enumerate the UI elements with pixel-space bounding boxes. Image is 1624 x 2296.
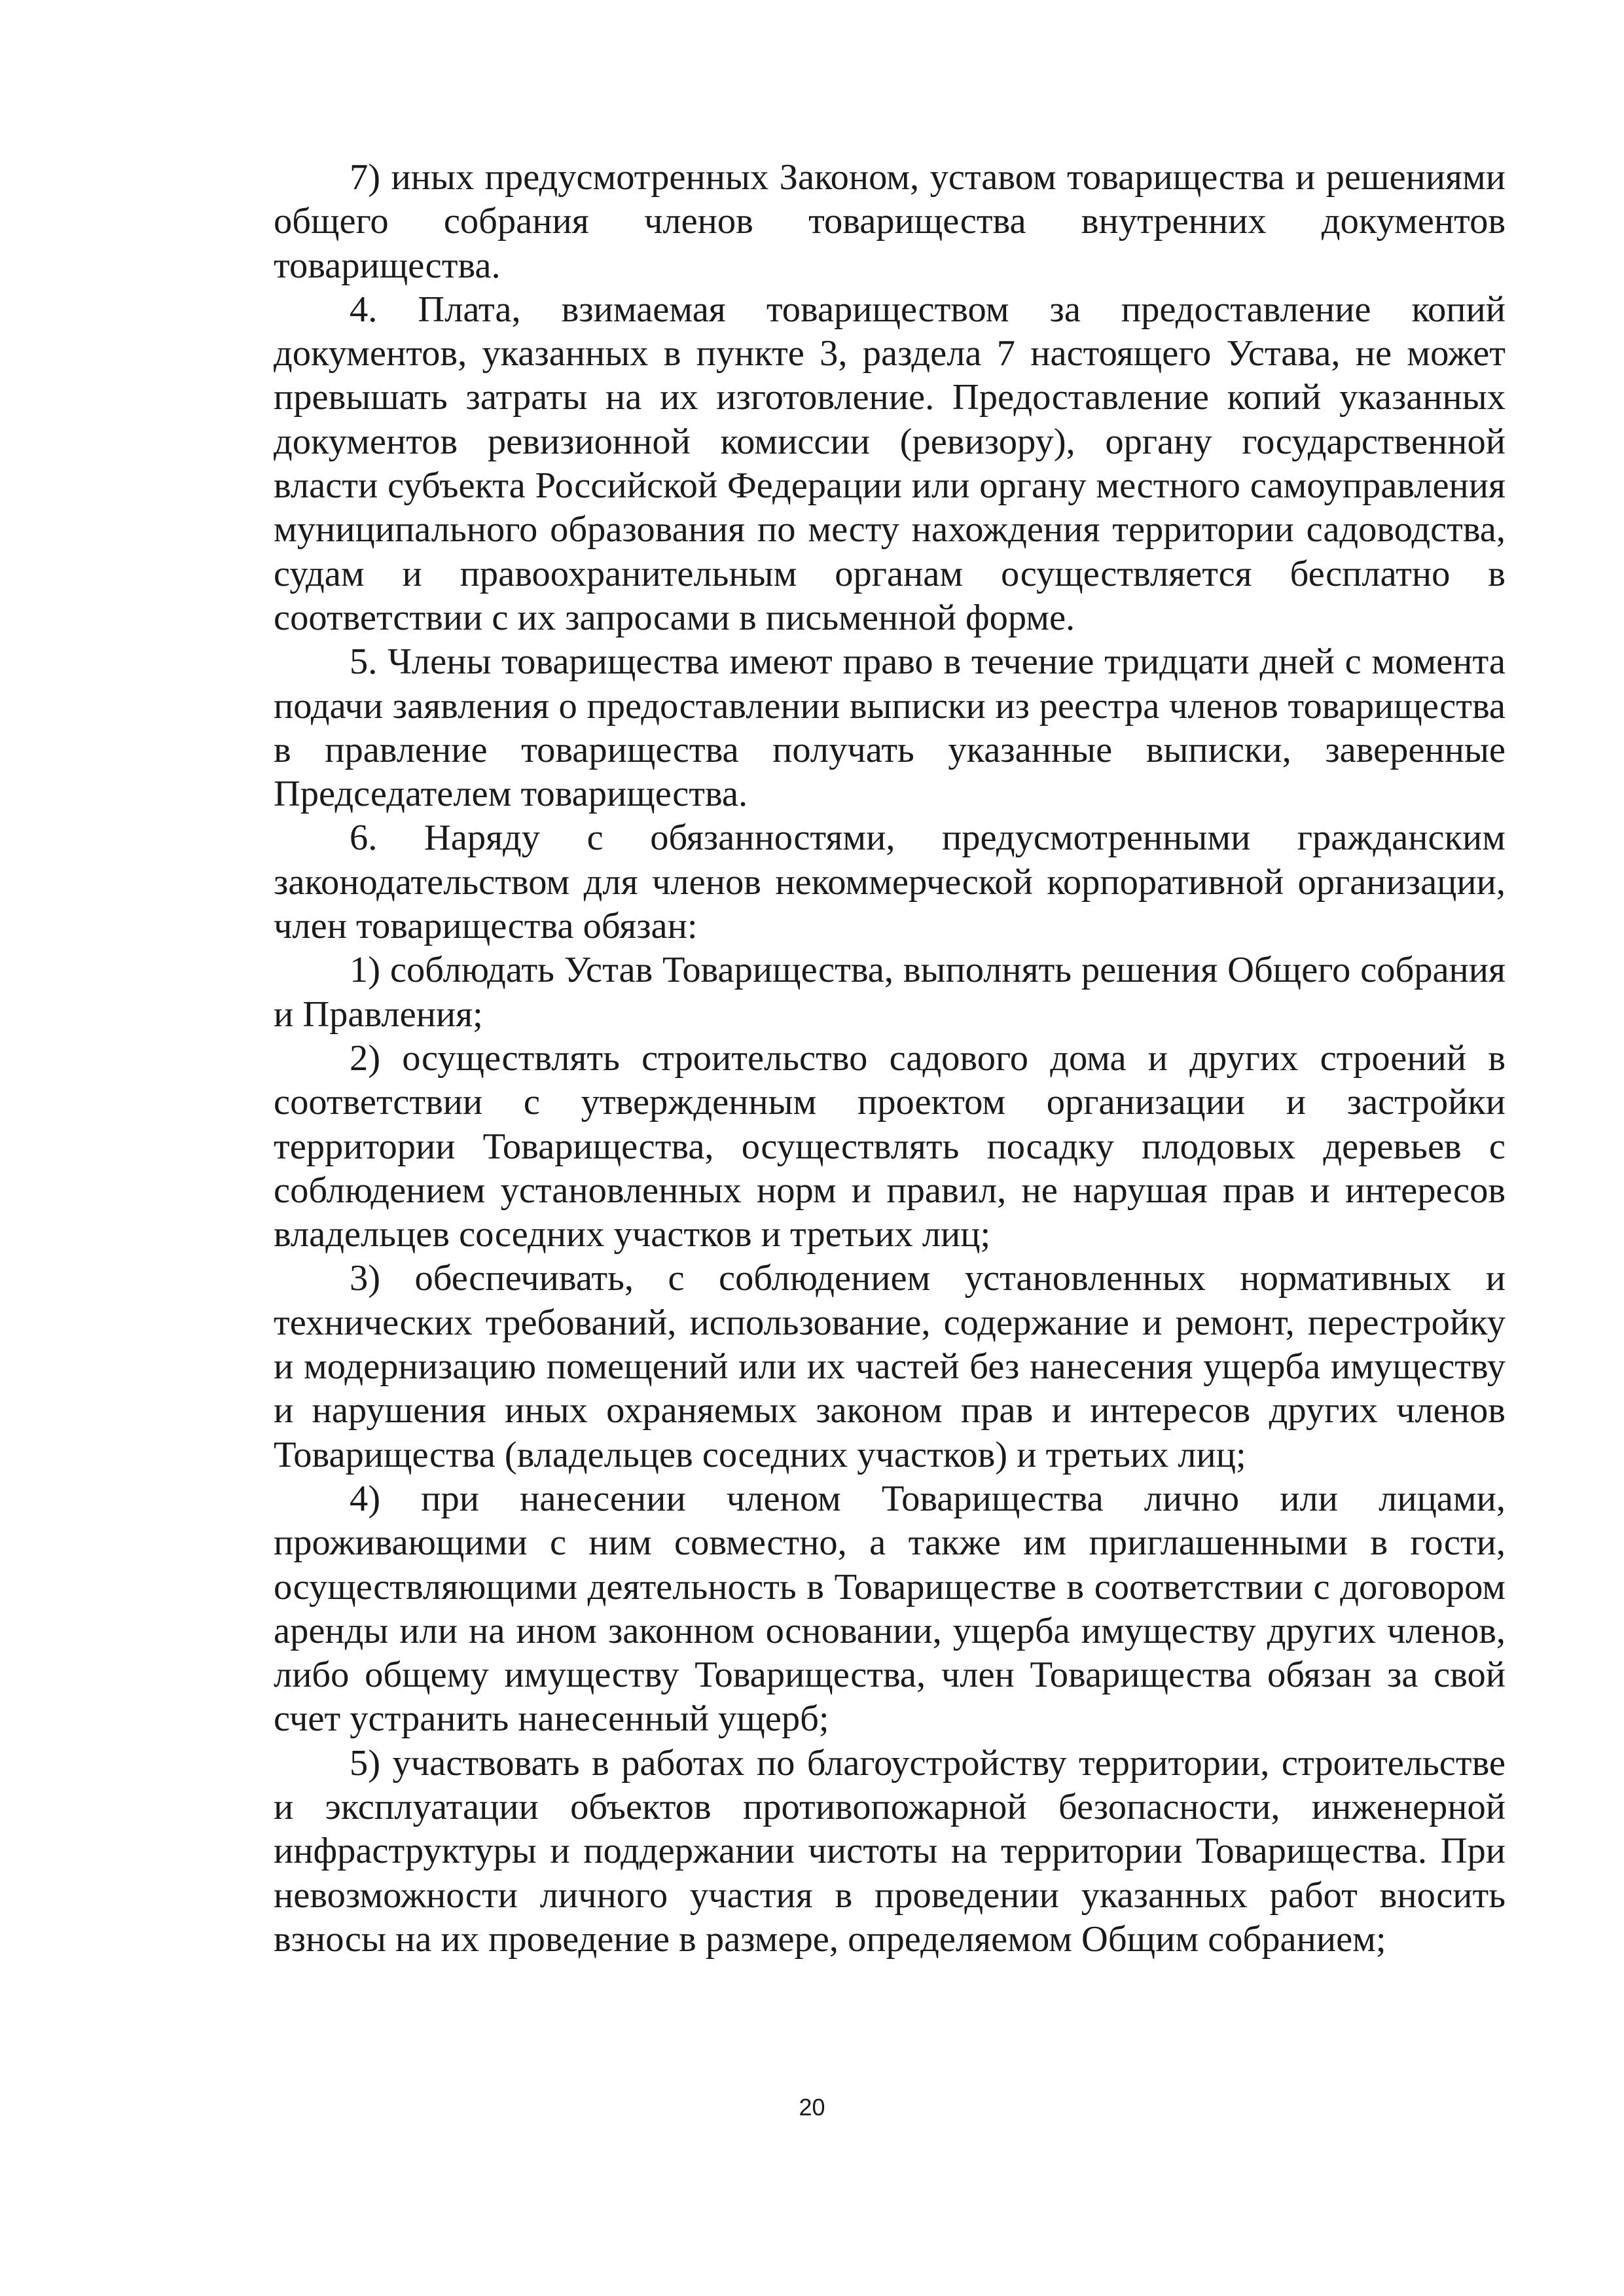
paragraph-item-7-documents: 7) иных предусмотренных Законом, уставом товарищества и решениями общего собрания членов товарищества внутренних документов товарищества. [274, 157, 1506, 286]
paragraph-4-copy-fee: 4. Плата, взимаемая товариществом за предоставление копий документов, указанных в пункте 3, раздела 7 настоящего Устава, не может превышать затраты на их изготовление. Предоставление копий указанных документов ревизионной комиссии (ревизору), органу государственной власти субъекта Российской Федерации или органу местного самоуправления муниципального образования по месту нахождения территории садоводства, судам и правоохранительным органам осуществляется бесплатно в соответствии с их запросами в письменной форме. [274, 289, 1506, 638]
paragraph-duty-1: 1) соблюдать Устав Товарищества, выполнять решения Общего собрания и Правления; [274, 950, 1506, 1035]
page-number: 20 [799, 2094, 825, 2121]
paragraph-duty-3: 3) обеспечивать, с соблюдением установленных нормативных и технических требований, использование, содержание и ремонт, перестройку и модернизацию помещений или их частей без нанесения ущерба имуществу и нарушения иных охраняемых законом прав и интересов других членов Товарищества (владельцев соседних участков) и третьих лиц; [274, 1258, 1506, 1475]
paragraph-6-member-duties: 6. Наряду с обязанностями, предусмотренными гражданским законодательством для членов некоммерческой корпоративной организации, член товарищества обязан: [274, 817, 1506, 947]
paragraph-5-registry-extract: 5. Члены товарищества имеют право в течение тридцати дней с момента подачи заявления о предоставлении выписки из реестра членов товарищества в правление товарищества получать указанные выписки, заверенные Председателем товарищества. [274, 641, 1506, 815]
paragraph-duty-4: 4) при нанесении членом Товарищества лично или лицами, проживающими с ним совместно, а также им приглашенными в гости, осуществляющими деятельность в Товариществе в соответствии с договором аренды или на ином законном основании, ущерба имуществу других членов, либо общему имуществу Товарищества, член Товарищества обязан за свой счет устранить нанесенный ущерб; [274, 1478, 1506, 1740]
document-body [274, 156, 1506, 1962]
paragraph-duty-5: 5) участвовать в работах по благоустройству территории, строительстве и эксплуатации объектов противопожарной безопасности, инженерной инфраструктуры и поддержании чистоты на территории Товарищества. При невозможности личного участия в проведении указанных работ вносить взносы на их проведение в размере, определяемом Общим собранием; [274, 1742, 1506, 1960]
paragraph-duty-2: 2) осуществлять строительство садового дома и других строений в соответствии с утвержденным проектом организации и застройки территории Товарищества, осуществлять посадку плодовых деревьев с соблюдением установленных норм и правил, не нарушая прав и интересов владельцев соседних участков и третьих лиц; [274, 1037, 1506, 1255]
